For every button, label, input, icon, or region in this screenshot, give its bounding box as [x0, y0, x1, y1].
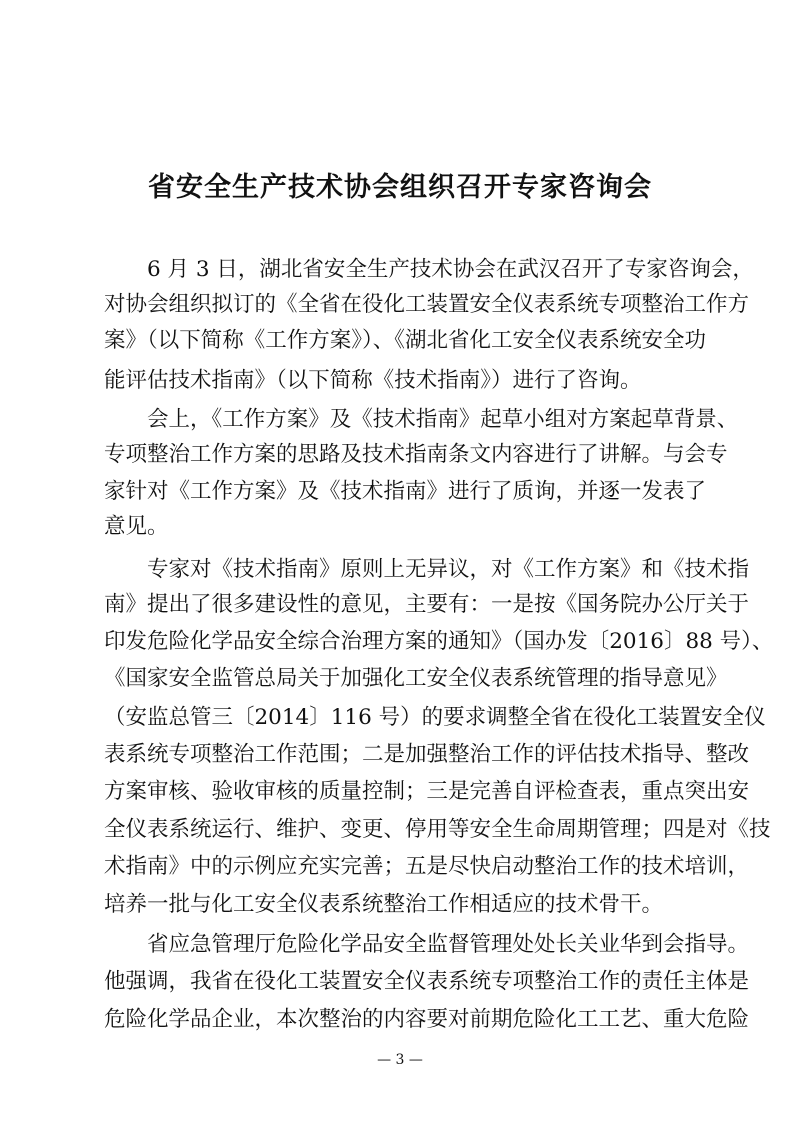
- body-line: 他强调，我省在役化工装置安全仪表系统专项整治工作的责任主体是: [104, 969, 750, 994]
- body-line: 对协会组织拟订的《全省在役化工装置安全仪表系统专项整治工作方: [104, 292, 750, 317]
- body-line: 能评估技术指南》（以下简称《技术指南》）进行了咨询。: [104, 368, 642, 393]
- body-line: 意见。: [104, 514, 169, 539]
- body-line: 术指南》中的示例应充实完善；五是尽快启动整治工作的技术培训，: [104, 854, 750, 879]
- body-line: 案》（以下简称《工作方案》）、《湖北省化工安全仪表系统安全功: [104, 328, 707, 353]
- document-title: 省安全生产技术协会组织召开专家咨询会: [148, 172, 652, 203]
- body-line: 专家对《技术指南》原则上无异议，对《工作方案》和《技术指: [104, 557, 750, 582]
- body-line: 会上，《工作方案》及《技术指南》起草小组对方案起草背景、: [104, 407, 739, 432]
- body-line: 省应急管理厅危险化学品安全监督管理处处长关业华到会指导。: [104, 932, 750, 957]
- body-line: 专项整治工作方案的思路及技术指南条文内容进行了讲解。与会专: [104, 442, 728, 467]
- body-line: 《国家安全监管总局关于加强化工安全仪表系统管理的指导意见》: [104, 666, 728, 691]
- body-line: 危险化学品企业，本次整治的内容要对前期危险化工工艺、重大危险: [104, 1007, 750, 1032]
- body-line: 6 月 3 日，湖北省安全生产技术协会在武汉召开了专家咨询会，: [104, 257, 754, 282]
- body-line: 南》提出了很多建设性的意见，主要有：一是按《国务院办公厅关于: [104, 592, 750, 617]
- body-line: （安监总管三〔2014〕116 号）的要求调整全省在役化工装置安全仪: [104, 705, 766, 730]
- page-number: — 3 —: [377, 1052, 423, 1068]
- body-line: 表系统专项整治工作范围；二是加强整治工作的评估技术指导、整改: [104, 742, 750, 767]
- body-line: 方案审核、验收审核的质量控制；三是完善自评检查表，重点突出安: [104, 779, 750, 804]
- body-line: 印发危险化学品安全综合治理方案的通知》（国办发〔2016〕88 号）、: [104, 629, 774, 654]
- body-line: 全仪表系统运行、维护、变更、停用等安全生命周期管理；四是对《技: [104, 817, 771, 842]
- body-line: 家针对《工作方案》及《技术指南》进行了质询，并逐一发表了: [104, 479, 707, 504]
- body-line: 培养一批与化工安全仪表系统整治工作相适应的技术骨干。: [104, 892, 664, 917]
